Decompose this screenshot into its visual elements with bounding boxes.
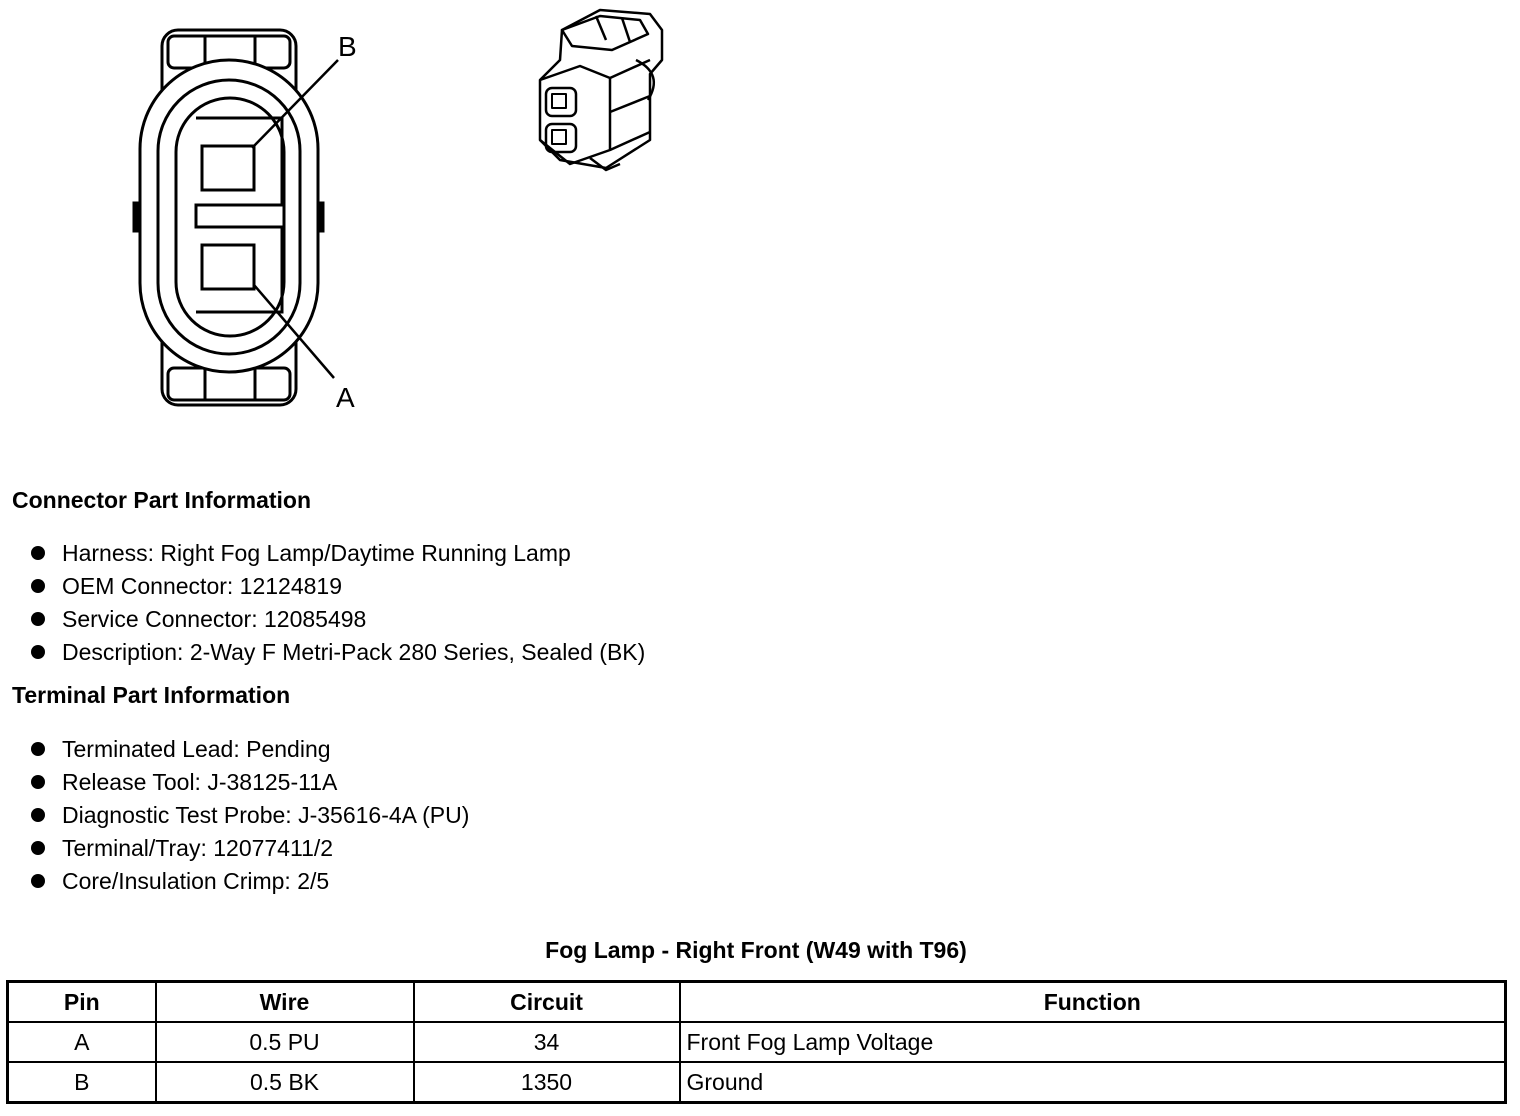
bullet-icon xyxy=(31,874,45,888)
table-header-row xyxy=(8,982,1506,1023)
column-header-circuit: Circuit xyxy=(414,982,680,1023)
cell-function: Ground xyxy=(680,1062,1506,1103)
bullet-icon xyxy=(31,612,45,626)
list-item xyxy=(0,636,645,669)
bullet-icon xyxy=(31,841,45,855)
list-item-text: Release Tool: J-38125-11A xyxy=(62,769,338,795)
list-item-text: Description: 2-Way F Metri-Pack 280 Series, Sealed (BK) xyxy=(62,639,646,665)
bullet-icon xyxy=(31,808,45,822)
connector-iso-view xyxy=(540,10,662,170)
connector-info-heading: Connector Part Information xyxy=(12,487,312,513)
bullet-icon xyxy=(31,546,45,560)
list-item xyxy=(0,537,645,570)
list-item-text: Core/Insulation Crimp: 2/5 xyxy=(62,868,330,894)
list-item xyxy=(0,766,469,799)
list-item-text: Harness: Right Fog Lamp/Daytime Running Lamp xyxy=(62,540,571,566)
terminal-info-heading: Terminal Part Information xyxy=(12,682,291,708)
list-item xyxy=(0,603,645,636)
list-item xyxy=(0,570,645,603)
pin-label-b: B xyxy=(338,31,357,62)
cell-wire: 0.5 PU xyxy=(156,1022,414,1062)
list-item xyxy=(0,733,469,766)
column-header-function: Function xyxy=(680,982,1506,1023)
table-row xyxy=(8,1062,1506,1103)
bullet-icon xyxy=(31,775,45,789)
list-item-text: Terminal/Tray: 12077411/2 xyxy=(62,835,334,861)
list-item-text: Terminated Lead: Pending xyxy=(62,736,331,762)
list-item xyxy=(0,865,469,898)
bullet-icon xyxy=(31,742,45,756)
table-title: Fog Lamp - Right Front (W49 with T96) xyxy=(545,937,967,963)
table-row xyxy=(8,1022,1506,1062)
connector-diagram xyxy=(0,0,760,420)
cell-pin: B xyxy=(8,1062,156,1103)
list-item-text: OEM Connector: 12124819 xyxy=(62,573,343,599)
bullet-icon xyxy=(31,579,45,593)
pin-table xyxy=(6,980,1507,1104)
connector-info-list xyxy=(0,537,645,669)
cell-wire: 0.5 BK xyxy=(156,1062,414,1103)
cell-circuit: 34 xyxy=(414,1022,680,1062)
bullet-icon xyxy=(31,645,45,659)
list-item xyxy=(0,832,469,865)
connector-face-view xyxy=(134,30,338,405)
list-item xyxy=(0,799,469,832)
cell-pin: A xyxy=(8,1022,156,1062)
pin-label-a: A xyxy=(336,382,355,413)
column-header-wire: Wire xyxy=(156,982,414,1023)
column-header-pin: Pin xyxy=(8,982,156,1023)
cell-circuit: 1350 xyxy=(414,1062,680,1103)
cell-function: Front Fog Lamp Voltage xyxy=(680,1022,1506,1062)
terminal-info-list xyxy=(0,733,469,898)
list-item-text: Service Connector: 12085498 xyxy=(62,606,367,632)
list-item-text: Diagnostic Test Probe: J-35616-4A (PU) xyxy=(62,802,470,828)
